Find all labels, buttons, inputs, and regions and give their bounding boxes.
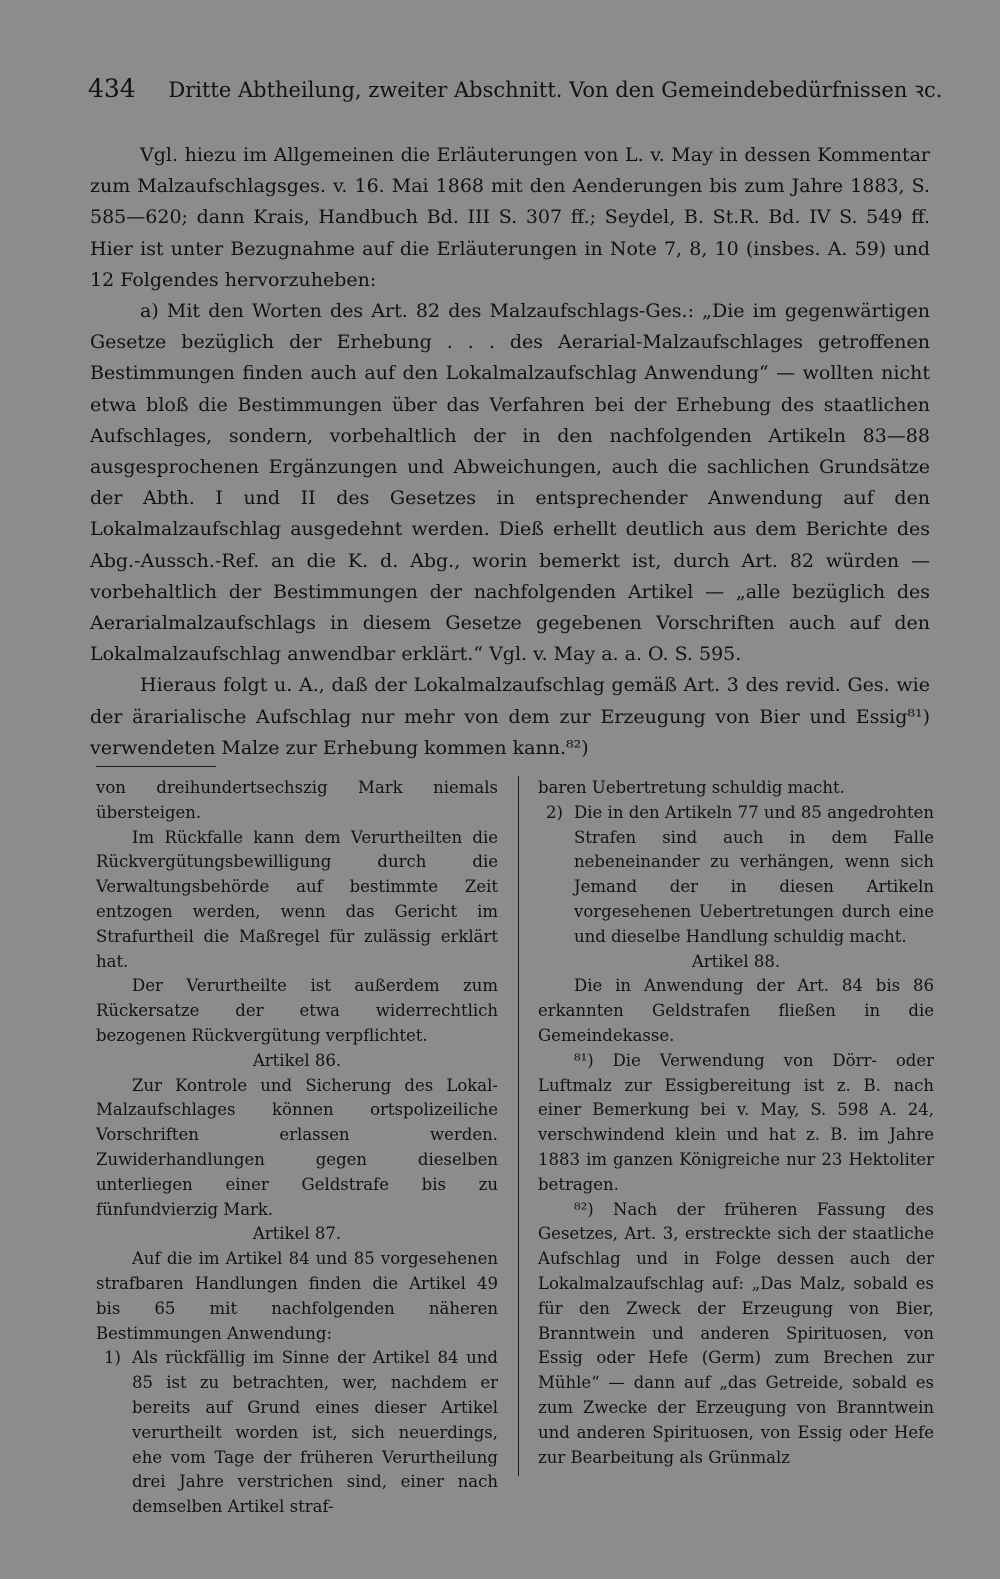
- page-number: 434: [88, 74, 136, 103]
- running-header: [88, 74, 943, 104]
- paragraph-rueckfall: Im Rückfalle kann dem Verurtheilten die Rückvergütungsbewilligung durch die Verwaltungsbehörde auf bestimmte Zeit entzogen werden, wenn das Gericht im Strafurtheil die Maßregel für zulässig erklärt hat.: [96, 827, 498, 971]
- article-88-text: Die in Anwendung der Art. 84 bis 86 erkannten Geldstrafen fließen in die Gemeindekasse.: [538, 976, 934, 1045]
- paragraph-conclusion: Hieraus folgt u. A., daß der Lokalmalzaufschlag gemäß Art. 3 des revid. Ges. wie der ärarialische Aufschlag nur mehr von dem zur Erzeugung von Bier und Essig⁸¹) verwendeten Malze zur Erhebung kommen kann.⁸²): [90, 674, 930, 759]
- list-item-number: 1): [104, 1348, 121, 1368]
- list-item-number: 2): [546, 802, 563, 822]
- footnote-82: ⁸²) Nach der früheren Fassung des Gesetzes, Art. 3, erstreckte sich der staatliche Aufschlag und in Folge dessen auch der Lokalmalzaufschlag auf: „Das Malz, sobald es für den Zweck der Erzeugung von Bier, Branntwein und anderen Spirituosen, von Essig oder Hefe (Germ) zum Brechen zur Mühle“ — dann auf „das Getreide, sobald es zum Zwecke der Erzeugung von Branntwein und anderen Spirituosen, von Essig oder Hefe zur Bearbeitung als Grünmalz: [538, 1199, 934, 1467]
- running-title: Dritte Abtheilung, zweiter Abschnitt. Von den Gemeindebedürfnissen ꝛc.: [168, 78, 943, 102]
- article-87-text: Auf die im Artikel 84 und 85 vorgesehenen strafbaren Handlungen finden die Artikel 49 bis 65 mit nachfolgenden näheren Bestimmungen Anwendung:: [96, 1249, 498, 1343]
- list-item-text: Als rückfällig im Sinne der Artikel 84 und 85 ist zu betrachten, wer, nachdem er bereits auf Grund eines dieser Artikel verurtheilt worden ist, sich neuerdings, ehe vom Tage der früheren Verurtheilung drei Jahre verstrichen sind, einer nach demselben Artikel straf-: [132, 1348, 498, 1517]
- right-column: [538, 776, 934, 1470]
- column-divider: [518, 776, 519, 1476]
- continued-text: von dreihundertsechszig Mark niemals übersteigen.: [96, 778, 498, 822]
- paragraph-intro: Vgl. hiezu im Allgemeinen die Erläuterungen von L. v. May in dessen Kommentar zum Malzaufschlagsges. v. 16. Mai 1868 mit den Aenderungen bis zum Jahre 1883, S. 585—620; dann Krais, Handbuch Bd. III S. 307 ff.; Seydel, B. St.R. Bd. IV S. 549 ff. Hier ist unter Bezugnahme auf die Erläuterungen in Note 7, 8, 10 (insbes. A. 59) und 12 Folgendes hervorzuheben:: [90, 144, 930, 291]
- paragraph-a: a) Mit den Worten des Art. 82 des Malzaufschlags-Ges.: „Die im gegenwärtigen Gesetze bezüglich der Erhebung . . . des Aerarial-Malzaufschlages getroffenen Bestimmungen finden auch auf den Lokalmalzaufschlag Anwendung“ — wollten nicht etwa bloß die Bestimmungen über das Verfahren bei der Erhebung des staatlichen Aufschlages, sondern, vorbehaltlich der in den nachfolgenden Artikeln 83—88 ausgesprochenen Ergänzungen und Abweichungen, auch die sachlichen Grundsätze der Abth. I und II des Gesetzes in entsprechender Anwendung auf den Lokalmalzaufschlag ausgedehnt werden. Dieß erhellt deutlich aus dem Berichte des Abg.-Aussch.-Ref. an die K. d. Abg., worin bemerkt ist, durch Art. 82 würden — vorbehaltlich der Bestimmungen der nachfolgenden Artikel — „alle bezüglich des Aerarialmalzaufschlags in diesem Gesetze gegebenen Vorschriften auch auf den Lokalmalzaufschlag anwendbar erklärt.“ Vgl. v. May a. a. O. S. 595.: [90, 300, 930, 666]
- paragraph-rueckersatz: Der Verurtheilte ist außerdem zum Rückersatze der etwa widerrechtlich bezogenen Rückvergütung verpflichtet.: [96, 976, 498, 1045]
- list-item-text: Die in den Artikeln 77 und 85 angedrohten Strafen sind auch in dem Falle nebeneinander zu verhängen, wenn sich Jemand der in diesen Artikeln vorgesehenen Uebertretungen durch eine und dieselbe Handlung schuldig macht.: [574, 802, 934, 946]
- left-column: [96, 776, 498, 1520]
- article-86-heading: Artikel 86.: [252, 1050, 342, 1070]
- footnote-81: ⁸¹) Die Verwendung von Dörr- oder Luftmalz zur Essigbereitung ist z. B. nach einer Bemerkung bei v. May, S. 598 A. 24, verschwindend klein und hat z. B. im Jahre 1883 im ganzen Königreiche nur 23 Hektoliter betragen.: [538, 1050, 934, 1194]
- main-text: [90, 140, 930, 764]
- footnote-rule: [96, 766, 216, 767]
- article-88-heading: Artikel 88.: [691, 951, 781, 971]
- article-86-text: Zur Kontrole und Sicherung des Lokal-Malzaufschlages können ortspolizeiliche Vorschriften erlassen werden. Zuwiderhandlungen gegen dieselben unterliegen einer Geldstrafe bis zu fünfundvierzig Mark.: [96, 1075, 498, 1219]
- continued-text: baren Uebertretung schuldig macht.: [538, 778, 845, 797]
- list-item-2: [538, 801, 934, 950]
- article-87-heading: Artikel 87.: [252, 1224, 342, 1244]
- list-item-1: [96, 1346, 498, 1520]
